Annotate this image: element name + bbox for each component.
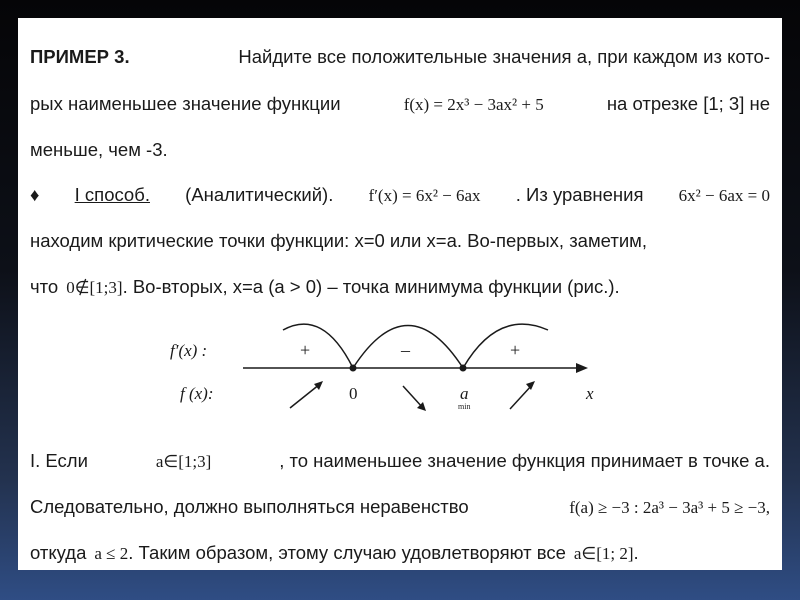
case-text: Следовательно, должно выполняться неравенство (30, 496, 469, 517)
method-note: (Аналитический). (185, 184, 334, 205)
zero-label: 0 (349, 384, 358, 403)
increasing-arrow-icon (510, 381, 535, 409)
bullet-icon: ♦ (30, 184, 40, 205)
increasing-arrow-icon (290, 381, 323, 408)
a-label: a (460, 384, 469, 403)
result-set: a∈[1; 2] (573, 544, 634, 563)
critical-point-zero (350, 365, 357, 372)
sign-plus-right: + (510, 340, 521, 360)
method-heading: I способ. (74, 184, 150, 205)
sign-plus-left: + (300, 340, 311, 360)
axis-arrow-icon (576, 363, 588, 373)
min-label: min (458, 402, 471, 411)
sign-arc-right (463, 324, 548, 368)
critical-point-a (460, 365, 467, 372)
function-formula: f(x) = 2x³ − 3ax² + 5 (403, 95, 544, 114)
solution-text: . Во-вторых, x=a (a > 0) – точка минимума функции (рис.). (122, 276, 620, 297)
problem-text: рых наименьшее значение функции (30, 93, 341, 114)
derivative-row-label: f′(x) : (170, 341, 208, 360)
example-title: ПРИМЕР 3. (30, 46, 130, 67)
solution-text: что (30, 276, 59, 297)
problem-text: на отрезке [1; 3] не (606, 93, 770, 114)
derivative-formula: f′(x) = 6x² − 6ax (368, 186, 481, 205)
decreasing-arrow-icon (403, 386, 426, 411)
case-text: . Таким образом, этому случаю удовлетворяют все (128, 542, 566, 563)
solution-text: . Из уравнения (515, 184, 644, 205)
case-text: I. Если (30, 450, 88, 471)
problem-text: Найдите все положительные значения а, при каждом из кото- (238, 46, 770, 67)
problem-text: меньше, чем -3. (30, 139, 168, 160)
sign-arc-left (283, 324, 353, 368)
slide (18, 18, 782, 570)
sign-diagram (18, 18, 782, 570)
equation-formula: 6x² − 6ax = 0 (678, 186, 770, 205)
case-text: откуда (30, 542, 87, 563)
result-condition: a ≤ 2 (94, 544, 129, 563)
case-condition: a∈[1;3] (155, 452, 212, 471)
inequality-formula: f(a) ≥ −3 : 2a³ − 3a³ + 5 ≥ −3, (569, 498, 770, 517)
function-row-label: f (x): (180, 384, 214, 403)
x-axis-label: x (586, 384, 594, 403)
case-text: , то наименьшее значение функция принимает в точке а. (279, 450, 770, 471)
case-text: . (633, 542, 639, 563)
not-in-interval: 0∉[1;3] (66, 278, 123, 297)
solution-text: находим критические точки функции: x=0 или x=a. Во-первых, заметим, (30, 230, 648, 251)
sign-minus: – (401, 340, 410, 360)
